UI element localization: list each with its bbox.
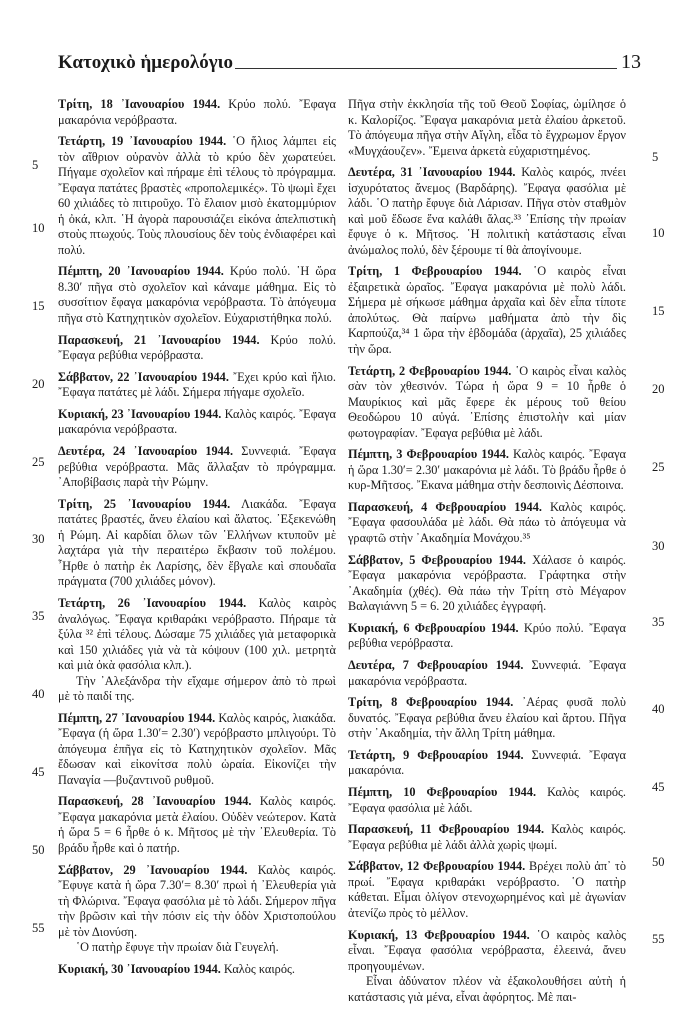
diary-entry (348, 621, 626, 652)
line-number: 45 (32, 765, 45, 779)
page-number: 13 (621, 51, 641, 73)
entry-text: ῎Εχει κρύο καὶ ἥλιο. ῎Εφαγα πατάτες μὲ λάδι. Σήμερα πήγαμε σχολεῖο. (58, 369, 336, 400)
entry-text: Καλὸς καιρός. ῎Εφαγα μακαρόνια νερόβραστα. (58, 406, 336, 437)
line-number: 5 (32, 158, 39, 172)
entry-text: Συννεφιά. ῎Εφαγα μακαρόνια. (348, 747, 626, 778)
diary-entry (348, 447, 626, 494)
entry-date: Δευτέρα, 24 ᾿Ιανουαρίου 1944. (58, 444, 234, 459)
diary-entry (348, 695, 626, 742)
entry-text: Κρύο πολύ. ῎Εφαγα μακαρόνια νερόβραστα. (58, 97, 337, 127)
entry-date: Πέμπτη, 10 Φεβρουαρίου 1944. (348, 785, 537, 800)
diary-entry (58, 444, 336, 491)
line-number: 5 (652, 150, 659, 164)
entry-text: ᾿Αέρας φυσᾶ πολὺ δυνατός. ῎Εφαγα ρεβύθια ἄνευ ἐλαίου καὶ ἄρτου. Πῆγα στὴν ᾿Ακαδημία, τὴν ἄλλη Τρίτη μάθημα. (348, 695, 626, 741)
entry-date: Κυριακή, 30 ᾿Ιανουαρίου 1944. (58, 961, 221, 976)
line-number: 50 (32, 843, 45, 857)
diary-entry (348, 748, 626, 779)
entry-date: Παρασκευή, 21 ᾿Ιανουαρίου 1944. (58, 332, 260, 347)
line-number: 20 (32, 377, 45, 391)
line-number: 40 (32, 687, 45, 701)
entry-text: Καλὸς καιρός. (223, 961, 295, 976)
entry-text: Καλὸς καιρός. ῎Εφαγα ἡ ὥρα 1.30′= 2.30′ μακαρόνια μὲ λάδι. Τὸ βράδυ ἦρθε ὁ κυρ-Μῆτσος. ῎Εκανα μάθημα στὴν δεσποινὶς Δέσποινα. (348, 447, 627, 493)
line-number: 35 (652, 615, 665, 629)
entry-date: Κυριακή, 6 Φεβρουαρίου 1944. (348, 620, 519, 635)
entry-date: Τετάρτη, 9 Φεβρουαρίου 1944. (348, 747, 524, 762)
entry-text: Καλὸς καιρός. ῎Εφυγε κατὰ ἡ ὥρα 7.30′= 8.30′ πρωὶ ἡ ᾿Ελευθερία γιὰ τὴ Φλώρινα. ῎Εφαγα φασόλια μὲ τὸ λάδι. Σήμερον πῆγα τὴν βρῶσιν καὶ τὴν πόσιν εἰς τὴν ὁδὸν Χριστοπούλου μὲ τὸν Διονύση. (58, 862, 336, 939)
entry-date: Παρασκευή, 4 Φεβρουαρίου 1944. (348, 499, 542, 514)
line-number: 20 (652, 382, 665, 396)
line-number: 50 (652, 855, 665, 869)
entry-paragraph: Εἶναι ἀδύνατον πλέον νὰ ἐξακολουθήσει αὐτὴ ἡ κατάστασις γιὰ μένα, εἶναι ἀφόρητος. Μὲ παι- (348, 974, 626, 1004)
entry-date: Παρασκευή, 28 ᾿Ιανουαρίου 1944. (58, 794, 252, 809)
entry-date: Πέμπτη, 27 ᾿Ιανουαρίου 1944. (58, 710, 216, 725)
diary-entry (348, 97, 626, 159)
entry-date: Τετάρτη, 2 Φεβρουαρίου 1944. (348, 363, 512, 378)
diary-entry (58, 370, 336, 401)
entry-text: ῾Ο καιρὸς καλὸς εἶναι. ῎Εφαγα φασόλια νερόβραστα, ἐλεεινά, ἄνευ προηγουμένων. (348, 927, 626, 973)
entry-text: Καλὸς καιρός. ῎Εφαγα φασόλια μὲ λάδι. (348, 785, 626, 815)
entry-text: Καλὸς καιρός. ῎Εφαγα φασουλάδα μὲ λάδι. Θὰ πάω τὸ ἀπόγευμα νὰ γραφτῶ στὴν ᾿Ακαδημία Μονάχου.³⁵ (348, 499, 626, 545)
line-number: 15 (32, 299, 45, 313)
entry-text: Κρύο πολύ. ῾Η ὥρα 8.30′ πῆγα στὸ σχολεῖον καὶ κάναμε μάθημα. Εἰς τὸ συσσίτιον ἔφαγα μακαρόνια νερόβραστα. Τὸ ἀπόγευμα πῆγα στὸ Κατηχητικὸν σχολεῖον. Εὐχαριστήθηκα πολύ. (58, 264, 336, 325)
entry-date: Δευτέρα, 31 ᾿Ιανουαρίου 1944. (348, 165, 516, 180)
entry-date: Παρασκευή, 11 Φεβρουαρίου 1944. (348, 822, 545, 837)
line-number: 45 (652, 780, 665, 794)
entry-date: Σάββατον, 5 Φεβρουαρίου 1944. (348, 552, 526, 567)
line-number: 55 (32, 921, 45, 935)
entry-date: Τρίτη, 25 ᾿Ιανουαρίου 1944. (58, 496, 231, 511)
diary-entry (348, 928, 626, 1006)
entry-date: Τετάρτη, 19 ᾿Ιανουαρίου 1944. (58, 134, 227, 149)
line-number: 30 (652, 539, 665, 553)
diary-entry (348, 364, 626, 442)
entry-text: ῾Ο καιρὸς εἶναι καλὸς σὰν τὸν χθεσινόν. Τώρα ἡ ὥρα 9 = 10 ἦρθε ὁ Μαυρίκιος καὶ μᾶς ἔφερε ἐκ μέρους τοῦ θείου Θεοδώρου 10 αὐγά. ᾿Επίσης ἐπιστολὴν καὶ μίαν φωτογραφίαν. ῎Εφαγα ρεβύθια μὲ λάδι. (348, 363, 626, 440)
entry-text: Συννεφιά. ῎Εφαγα μακαρόνια νερόβραστα. (348, 658, 626, 688)
diary-entry (348, 859, 626, 921)
diary-entry (58, 264, 336, 326)
line-number: 10 (652, 226, 665, 240)
line-number: 25 (32, 455, 45, 469)
header-rule (235, 68, 617, 69)
diary-entry (348, 264, 626, 357)
diary-entry (348, 822, 626, 853)
diary-entry (58, 333, 336, 364)
entry-date: Τρίτη, 1 Φεβρουαρίου 1944. (348, 264, 522, 279)
entry-date: Δευτέρα, 7 Φεβρουαρίου 1944. (348, 658, 524, 672)
diary-entry (58, 863, 336, 956)
running-header (58, 48, 641, 74)
entry-date: Κυριακή, 13 Φεβρουαρίου 1944. (348, 927, 530, 942)
entry-text: Καλὸς καιρός. ῎Εφαγα ρεβύθια μὲ λάδι ἀλλὰ χωρὶς ψωμί. (348, 822, 626, 852)
diary-entry (348, 553, 626, 615)
entry-date: Σάββατον, 29 ᾿Ιανουαρίου 1944. (58, 862, 248, 877)
entry-paragraph: Τὴν ᾿Αλεξάνδρα τὴν εἴχαμε σήμερον ἀπὸ τὸ πρωὶ μὲ τὸ παιδί της. (58, 673, 336, 703)
diary-entry (58, 97, 336, 128)
diary-entry (58, 794, 336, 856)
diary-entry (348, 785, 626, 816)
line-number: 15 (652, 304, 665, 318)
line-number: 10 (32, 221, 45, 235)
entry-date: Πέμπτη, 20 ᾿Ιανουαρίου 1944. (58, 264, 224, 279)
diary-entry (348, 500, 626, 547)
entry-text: Καλὸς καιρός, λιακάδα. ῎Εφαγα (ἡ ὥρα 1.30′= 2.30′) νερόβραστο μπλιγούρι. Τὸ ἀπόγευμα ἐπῆγα εἰς τὸ Κατηχητικὸν σχολεῖον. Μᾶς ἔδωσαν καὶ εἰκονίτσα πολὺ ὡραία. Εἰκονίζει τὴν Παναγία —βυζαντινοῦ ρυθμοῦ. (58, 710, 337, 787)
diary-entry (58, 962, 336, 978)
entry-text: Καλὸς καιρός, πνέει ἰσχυρότατος ἄνεμος (Βαρδάρης). ῎Εφαγα φασόλια μὲ λάδι. ῾Ο πατὴρ ἔφυγε διὰ Λάρισαν. Πῆγα στὸν σταθμὸν καὶ μοῦ ἔδωσε ἕνα καλάθι ἅλας.³³ ᾿Επίσης τὴν πρωίαν ἔφυγε ὁ κ. Μῆτσος. ῾Η πολιτικὴ κατάστασις εἶναι ἀνώμαλος πολύ, δὲν ξέρουμε τί θὰ ἀπογίνουμε. (348, 165, 627, 257)
entry-text: Βρέχει πολὺ ἀπ᾿ τὸ πρωί. ῎Εφαγα κριθαράκι νερόβραστο. ῾Ο πατὴρ κάθεται. Εἶμαι ὀλίγον στενοχωρημένος καὶ μὲ ἀγωνίαν ἀτενίζω πρὸς τὸ μέλλον. (348, 859, 626, 920)
entry-text: Χάλασε ὁ καιρός. ῎Εφαγα μακαρόνια νερόβραστα. Γράφτηκα στὴν ᾿Ακαδημία (χθές). Θὰ πάω τὴν Τρίτη στὸ Μέγαρον Βαλαγιάννη 5 = 6. 20 χιλιάδες ἐγγραφή. (348, 552, 626, 614)
entry-text: Κρύο πολύ. ῎Εφαγα ρεβύθια νερόβραστα. (58, 332, 337, 363)
entry-text: Καλὸς καιρὸς ἀναλόγως. ῎Εφαγα κριθαράκι νερόβραστο. Πήραμε τὰ ξύλα ³² ἐπὶ τέλους. Δώσαμε 75 χιλιάδες γιὰ μεταφορικὰ καὶ 150 χιλιάδες γιὰ νὰ τὰ κόψουν (100 χιλ. μετρητὰ καὶ μιὰ ὀκὰ φασόλια κλπ.). (58, 596, 337, 672)
entry-date: Σάββατον, 22 ᾿Ιανουαρίου 1944. (58, 369, 229, 384)
diary-entry (58, 596, 336, 705)
line-number: 35 (32, 609, 45, 623)
diary-entry (58, 711, 336, 789)
diary-entry (348, 658, 626, 689)
entry-text: ῾Ο ἥλιος λάμπει εἰς τὸν αἴθριον οὐρανὸν ἀλλὰ τὸ κρύο δὲν χωρατεύει. Πήγαμε σχολεῖον καὶ πήραμε ἐπὶ τέλους τὸ πρόγραμμα. ῎Εφαγα πατάτες βραστὲς «προπολεμικές». Τὸ ψωμὶ ἔχει 60 χιλιάδες τὸ πιτιροῦχο. Τὸ ἔλαιον μισὸ ἑκατομμύριον ἡ ὀκά, κλπ. ῾Η ἀγορὰ παρουσιάζει εἰκόνα ἀπελπιστικὴ στοὺς πτωχούς. Τοὺς πλουσίους δὲν τοὺς ἐνδιαφέρει καὶ πολύ. (58, 134, 337, 257)
left-column (58, 97, 336, 983)
entry-text: Λιακάδα. ῎Εφαγα πατάτες βραστές, ἄνευ ἐλαίου καὶ ἅλατος. ᾿Εξεκενώθη ἡ Ρώμη. Αἱ καρδίαι ὅλων τῶν ῾Ελλήνων κτυποῦν μὲ λαχτάρα γιὰ τὴν περαιτέρω ἔκβασιν τοῦ πολέμου. ῏Ηρθε ὁ πατὴρ ἐκ Λαρίσης, δὲν ἔβγαλε καὶ σπουδαῖα πράγματα (700 χιλιάδες μόνον). (58, 496, 336, 589)
header-title: Κατοχικὸ ἡμερολόγιο (58, 52, 233, 73)
entry-text: Καλὸς καιρός. ῎Εφαγα μακαρόνια μετὰ ἐλαίου. Οὐδὲν νεώτερον. Κατὰ ἡ ὥρα 5 = 6 ἦρθε ὁ κ. Μῆτσος μὲ τὴν ᾿Ελευθερία. Τὸ βράδυ ἦρθε καὶ ὁ πατήρ. (58, 794, 336, 855)
diary-entry (58, 497, 336, 590)
entry-text: Κρύο πολύ. ῎Εφαγα ρεβύθια νερόβραστα. (348, 620, 626, 651)
line-number: 40 (652, 702, 665, 716)
line-number: 25 (652, 460, 665, 474)
right-column (348, 97, 626, 1011)
entry-date: Τετάρτη, 26 ᾿Ιανουαρίου 1944. (58, 596, 247, 610)
entry-text: Πῆγα στὴν ἐκκλησία τῆς τοῦ Θεοῦ Σοφίας, ὡμίλησε ὁ κ. Καλορίζος. ῎Εφαγα μακαρόνια μετὰ ἐλαίου ἀρκετοῦ. Τὸ ἀπόγευμα πῆγα στὴν Αἴγλη, εἶδα τὸ ἔγχρωμον ἔργον «Μυγχάουζεν». ῎Εμεινα ἀρκετὰ εὐχαριστημένος. (348, 97, 626, 158)
entry-date: Πέμπτη, 3 Φεβρουαρίου 1944. (348, 447, 509, 462)
entry-paragraph: ῾Ο πατὴρ ἔφυγε τὴν πρωίαν διὰ Γευγελή. (76, 940, 279, 955)
diary-entry (58, 134, 336, 258)
entry-text: ῾Ο καιρὸς εἶναι ἐξαιρετικὰ ὡραῖος. ῎Εφαγα μακαρόνια μὲ πολὺ λάδι. Σήμερα μὲ σήκωσε μάθημα ἀρχαῖα καὶ δὲν εἶπα τίποτε ἀπολύτως. Θὰ παίρνω μαθήματα ἀπὸ τὴν δὶς Καρπούζα,³⁴ 1 ὥρα τὴν ἑβδομάδα (ἀρχαῖα), 25 χιλιάδες τὴν ὥρα. (348, 264, 626, 356)
line-number: 30 (32, 532, 45, 546)
entry-date: Κυριακή, 23 ᾿Ιανουαρίου 1944. (58, 406, 222, 421)
line-number: 55 (652, 932, 665, 946)
diary-entry (348, 165, 626, 258)
entry-text: Συννεφιά. ῎Εφαγα ρεβύθια νερόβραστα. Μᾶς ἄλλαξαν τὸ πρόγραμμα. ᾿Αποβίβασις παρὰ τὴν Ρώμην. (58, 444, 336, 490)
diary-entry (58, 407, 336, 438)
entry-date: Τρίτη, 8 Φεβρουαρίου 1944. (348, 695, 514, 710)
entry-date: Τρίτη, 18 ᾿Ιανουαρίου 1944. (58, 97, 221, 111)
entry-date: Σάββατον, 12 Φεβρουαρίου 1944. (348, 859, 526, 874)
